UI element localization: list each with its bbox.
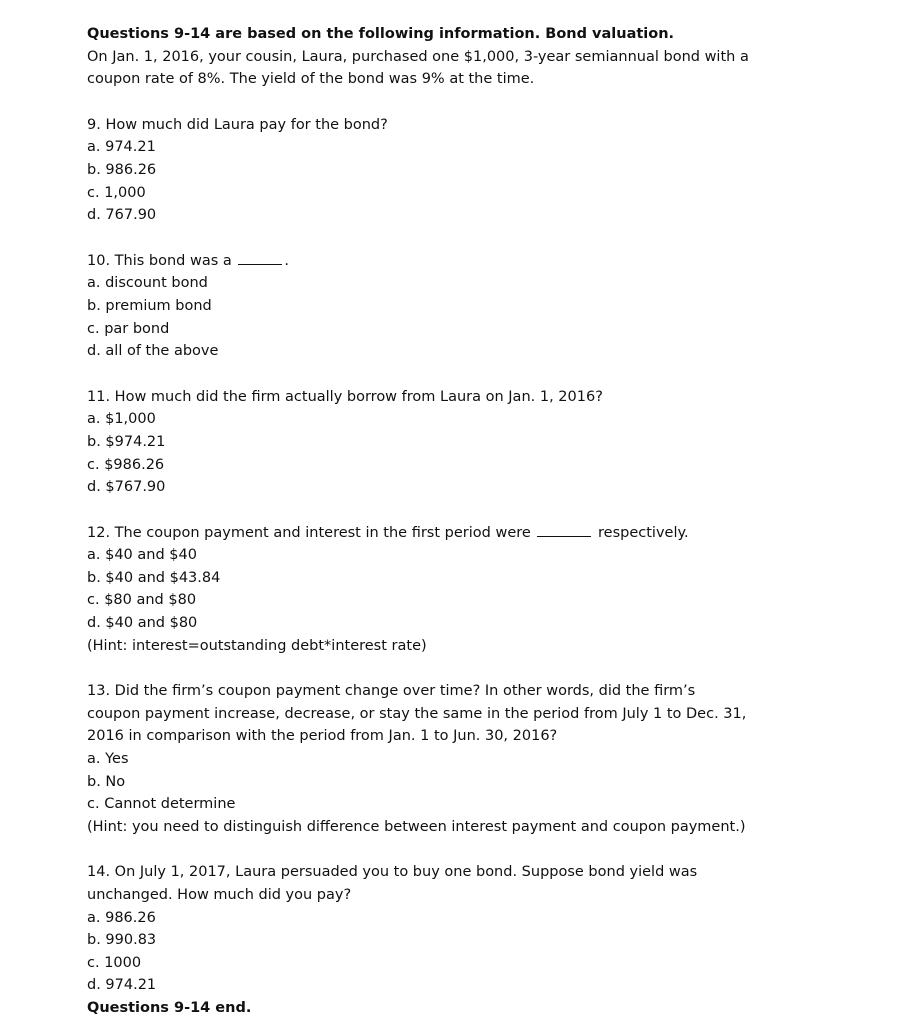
option-d: d. all of the above (87, 343, 219, 360)
question-14 (87, 861, 868, 1019)
option-a: a. $40 and $40 (87, 547, 197, 564)
option-b: b. $974.21 (87, 433, 166, 450)
question-text (87, 522, 868, 545)
question-13 (87, 680, 868, 838)
option-b: b. No (87, 773, 126, 790)
question-text-line-1: 13. Did the firm’s coupon payment change over time? In other words, did the firm’s (87, 683, 696, 700)
question-text: 11. How much did the firm actually borrow from Laura on Jan. 1, 2016? (87, 388, 603, 405)
question-text-line-2: coupon payment increase, decrease, or stay the same in the period from July 1 to Dec. 31, (87, 705, 747, 722)
option-c: c. Cannot determine (87, 796, 236, 813)
option-a: a. $1,000 (87, 411, 156, 428)
option-b: b. $40 and $43.84 (87, 569, 221, 586)
option-a: a. discount bond (87, 275, 208, 292)
option-a: a. 974.21 (87, 139, 156, 156)
option-b: b. 990.83 (87, 932, 157, 949)
option-d: d. 974.21 (87, 977, 157, 994)
option-c: c. 1,000 (87, 184, 146, 201)
intro-line-2: coupon rate of 8%. The yield of the bond was 9% at the time. (87, 71, 535, 88)
question-text-after: . (284, 252, 289, 269)
option-a: a. Yes (87, 751, 129, 768)
question-text (87, 250, 868, 273)
question-text-line-2: unchanged. How much did you pay? (87, 887, 352, 903)
answer-blank (238, 250, 282, 265)
question-12 (87, 522, 868, 658)
question-text-before: 12. The coupon payment and interest in the first period were (87, 524, 531, 541)
answer-blank (537, 522, 591, 537)
question-11 (87, 386, 868, 499)
option-d: d. 767.90 (87, 207, 157, 224)
option-c: c. 1000 (87, 954, 142, 971)
hint-text: (Hint: interest=outstanding debt*interest rate) (87, 637, 427, 654)
hint-text: (Hint: you need to distinguish difference between interest payment and coupon payment.) (87, 818, 746, 835)
question-text: 9. How much did Laura pay for the bond? (87, 116, 388, 133)
question-10 (87, 250, 868, 363)
section-heading: Questions 9-14 are based on the following information. Bond valuation. (87, 26, 675, 42)
header-block (87, 23, 868, 91)
question-text-line-3: 2016 in comparison with the period from Jan. 1 to Jun. 30, 2016? (87, 728, 558, 745)
footer-text: Questions 9-14 end. (87, 999, 252, 1016)
intro-line-1: On Jan. 1, 2016, your cousin, Laura, purchased one $1,000, 3-year semiannual bond with a (87, 48, 749, 65)
option-c: c. par bond (87, 320, 170, 337)
question-text-before: 10. This bond was a (87, 252, 232, 269)
option-a: a. 986.26 (87, 909, 156, 926)
option-d: d. $767.90 (87, 479, 166, 496)
option-d: d. $40 and $80 (87, 615, 198, 632)
option-b: b. premium bond (87, 297, 212, 314)
option-b: b. 986.26 (87, 161, 157, 178)
question-text-line-1: 14. On July 1, 2017, Laura persuaded you to buy one bond. Suppose bond yield was (87, 864, 698, 881)
question-text-after: respectively. (598, 524, 689, 541)
question-9 (87, 114, 868, 227)
option-c: c. $986.26 (87, 456, 165, 473)
option-c: c. $80 and $80 (87, 592, 197, 609)
